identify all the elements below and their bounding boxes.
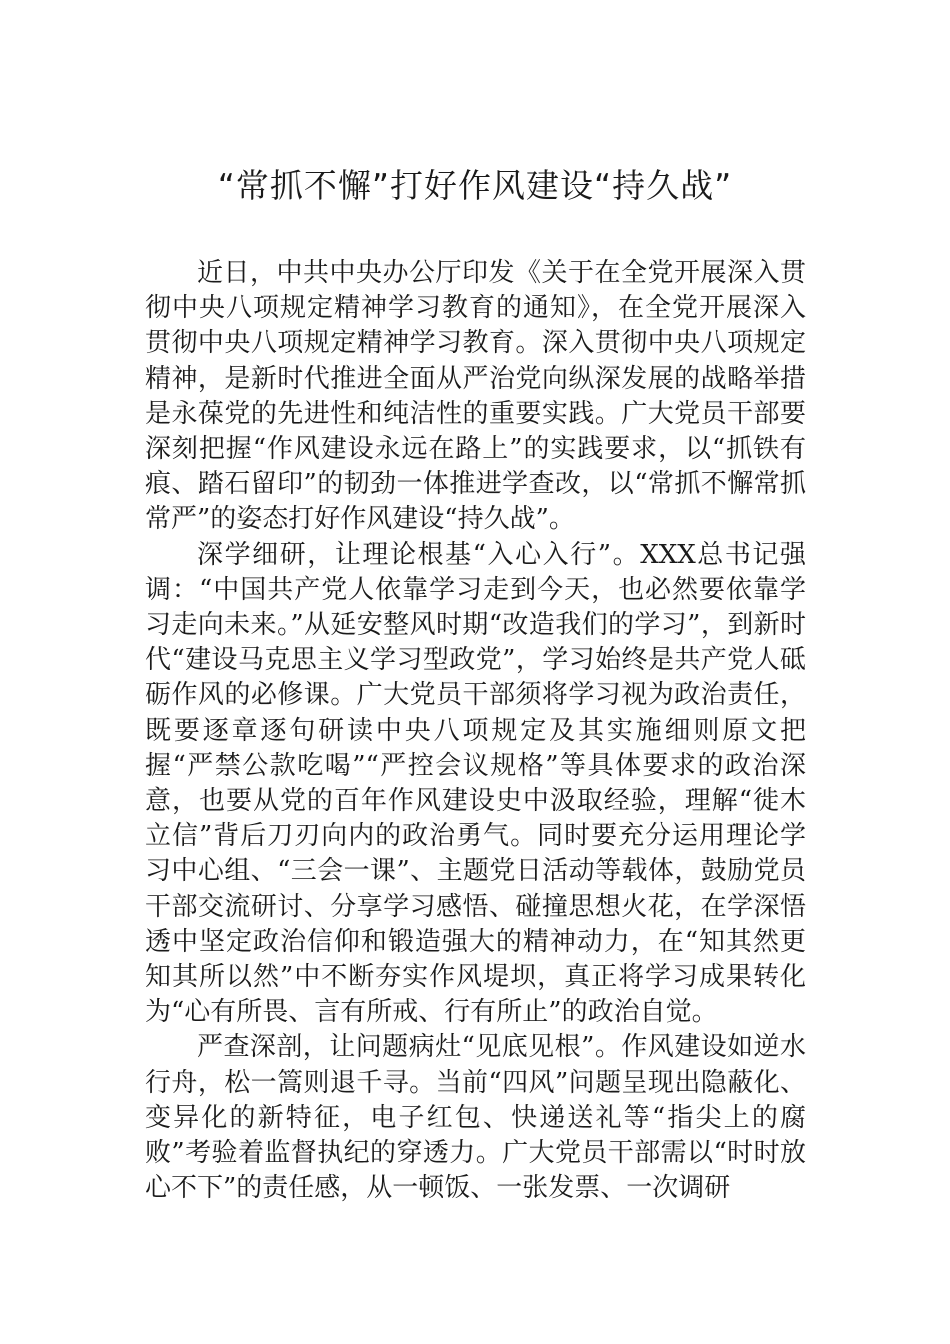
document-title: “常抓不懈”打好作风建设“持久战”: [217, 166, 733, 205]
paragraph-1: 近日，中共中央办公厅印发《关于在全党开展深入贯彻中央八项规定精神学习教育的通知》，在全党开展深入贯彻中央八项规定精神学习教育。深入贯彻中央八项规定精神，是新时代推进全面从严治党向纵深发展的战略举措是永葆党的先进性和纯洁性的重要实践。广大党员干部要深刻把握“作风建设永远在路上”的实践要求，以“抓铁有痕、踏石留印”的韧劲一体推进学查改，以“常抓不懈常抓常严”的姿态打好作风建设“持久战”。: [145, 258, 806, 535]
paragraph-2: 深学细研，让理论根基“入心入行”。XXX总书记强调：“中国共产党人依靠学习走到今天，也必然要依靠学习走向未来。”从延安整风时期“改造我们的学习”，到新时代“建设马克思主义学习型政党”，学习始终是共产党人砥砺作风的必修课。广大党员干部须将学习视为政治责任，既要逐章逐句研读中央八项规定及其实施细则原文把握“严禁公款吃喝”“严控会议规格”等具体要求的政治深意，也要从党的百年作风建设史中汲取经验，理解“徙木立信”背后刀刃向内的政治勇气。同时要充分运用理论学习中心组、“三会一课”、主题党日活动等载体，鼓励党员干部交流研讨、分享学习感悟、碰撞思想火花，在学深悟透中坚定政治信仰和锻造强大的精神动力，在“知其然更知其所以然”中不断夯实作风堤坝，真正将学习成果转化为“心有所畏、言有所戒、行有所止”的政治自觉。: [145, 539, 806, 1028]
paragraph-3: 严查深剖，让问题病灶“见底见根”。作风建设如逆水行舟，松一篙则退千寻。当前“四风”问题呈现出隐蔽化、变异化的新特征，电子红包、快递送礼等“指尖上的腐败”考验着监督执纪的穿透力。广大党员干部需以“时时放心不下”的责任感，从一顿饭、一张发票、一次调研: [145, 1032, 806, 1204]
document-body: [145, 256, 806, 1206]
